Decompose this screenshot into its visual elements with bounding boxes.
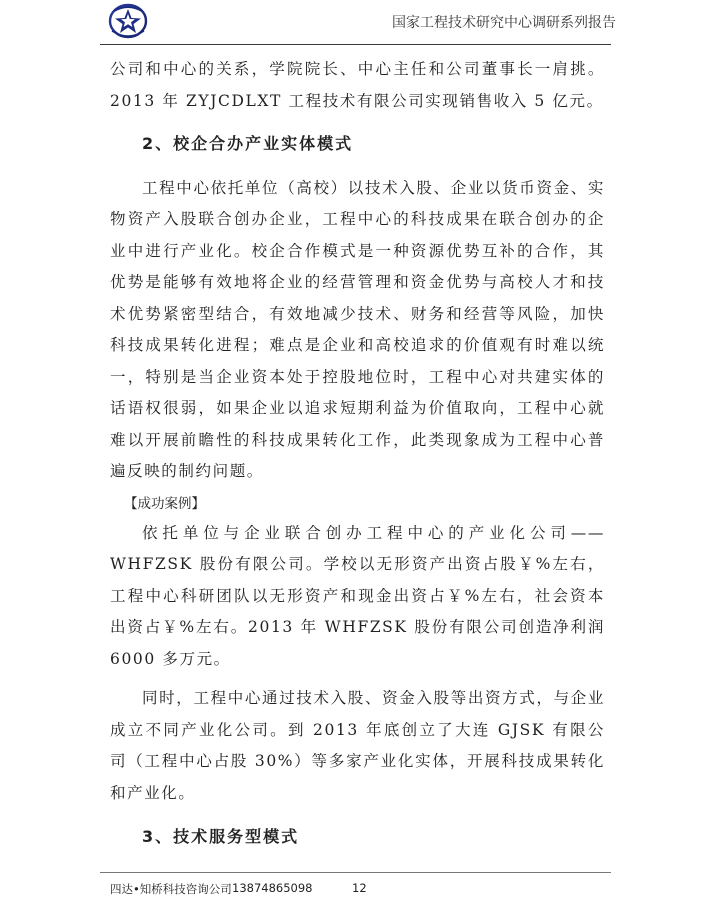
footer-phone: 13874865098	[232, 881, 313, 895]
section2-paragraph: 工程中心依托单位（高校）以技术入股、企业以货币资金、实物资产入股联合创办企业，工程中心的科技成果在联合创办的企业中进行产业化。校企合作模式是一种资源优势互补的合作，其优势是能够有效地将企业的经营管理和资金优势与高校人才和技术优势紧密型结合，有效地减少技术、财务和经营等风险，加快科技成果转化进程；难点是企业和高校追求的价值观有时难以统一，特别是当企业资本处于控股地位时，工程中心对共建实体的话语权很弱，如果企业以追求短期利益为价值取向，工程中心就难以开展前瞻性的科技成果转化工作，此类现象成为工程中心普遍反映的制约问题。	[110, 178, 605, 480]
page-number: 12	[352, 881, 367, 895]
continued-paragraph: 公司和中心的关系，学院院长、中心主任和公司董事长一肩挑。2013 年 ZYJCDLXT 工程技术有限公司实现销售收入 5 亿元。	[110, 60, 605, 110]
star-circle-logo-icon	[108, 3, 148, 39]
page-header	[0, 0, 712, 48]
case-label: 【成功案例】	[124, 495, 205, 512]
page-footer	[0, 872, 712, 900]
footer-divider	[100, 872, 611, 873]
case-paragraph-1: 依托单位与企业联合创办工程中心的产业化公司——WHFZSK 股份有限公司。学校以无形资产出资占股￥%左右，工程中心科研团队以无形资产和现金出资占￥%左右，社会资本出资占￥%左右。2013 年 WHFZSK 股份有限公司创造净利润 6000 多万元。	[110, 523, 605, 668]
footer-company: 四达•知桥科技咨询公司	[110, 882, 232, 896]
section-heading-3: 3、技术服务型模式	[142, 827, 300, 846]
case-paragraph-2: 同时，工程中心通过技术入股、资金入股等出资方式，与企业成立不同产业化公司。到 2013 年底创立了大连 GJSK 有限公司（工程中心占股 30%）等多家产业化实体，开展科技成果转化和产业化。	[110, 689, 605, 802]
section-heading-2: 2、校企合办产业实体模式	[142, 134, 354, 153]
header-divider	[100, 44, 611, 45]
report-series-title: 国家工程技术研究中心调研系列报告	[392, 15, 616, 31]
page-content	[110, 54, 605, 853]
